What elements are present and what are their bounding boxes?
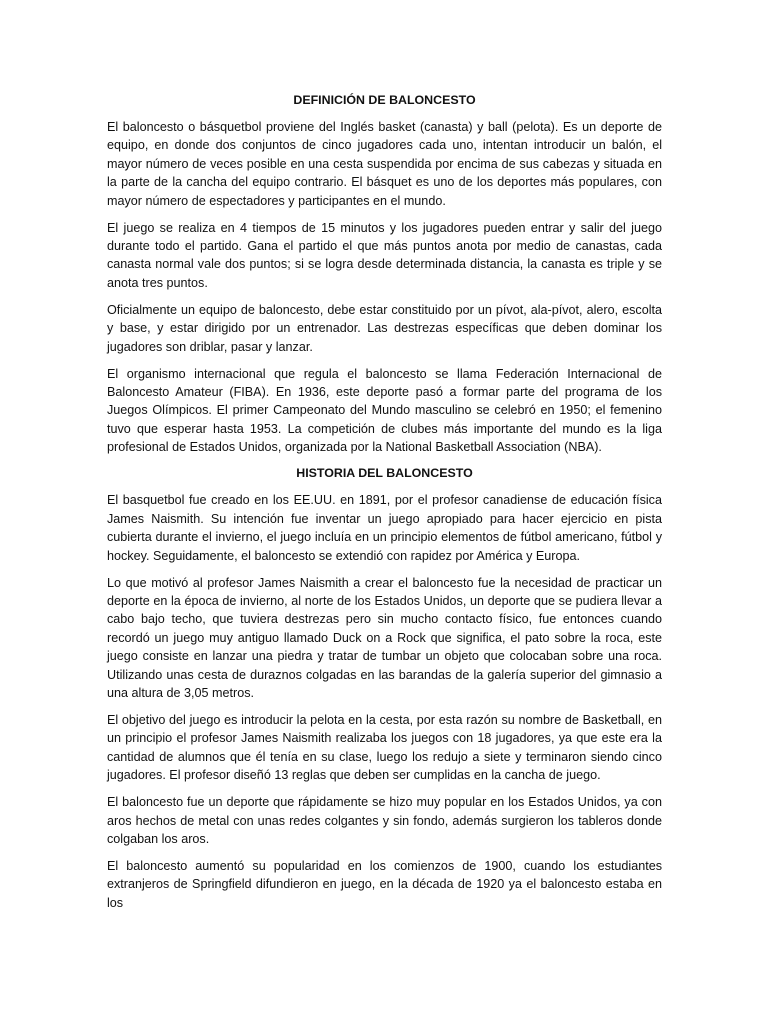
paragraph-definicion-1: El baloncesto o básquetbol proviene del Inglés basket (canasta) y ball (pelota). Es un deporte de equipo, en donde dos conjuntos de cinco jugadores cada uno, intentan introducir un balón, el mayor número de veces posible en una cesta suspendida por encima de sus cabezas y situada en la parte de la cancha del equipo contrario. El básquet es uno de los deportes más populares, con mayor número de espectadores y participantes en el mundo.: [107, 120, 662, 208]
paragraph-definicion-4: El organismo internacional que regula el baloncesto se llama Federación Internacional de Baloncesto Amateur (FIBA). En 1936, este deporte pasó a formar parte del programa de los Juegos Olímpicos. El primer Campeonato del Mundo masculino se celebró en 1950; el femenino tuvo que esperar hasta 1953. La competición de clubes más importante del mundo es la liga profesional de Estados Unidos, organizada por la National Basketball Association (NBA).: [107, 366, 662, 455]
paragraph-historia-5: El baloncesto aumentó su popularidad en los comienzos de 1900, cuando los estudiantes extranjeros de Springfield difundieron en juego, en la década de 1920 ya el baloncesto estaba en los: [107, 858, 662, 910]
paragraph-definicion-2: El juego se realiza en 4 tiempos de 15 minutos y los jugadores pueden entrar y salir del juego durante todo el partido. Gana el partido el que más puntos anota por medio de canastas, cada canasta normal vale dos puntos; si se logra desde determinada distancia, la canasta es triple y se anota tres puntos.: [107, 220, 662, 290]
title-definicion: DEFINICIÓN DE BALONCESTO: [293, 93, 476, 107]
title-historia: HISTORIA DEL BALONCESTO: [296, 466, 473, 481]
paragraph-definicion-3: Oficialmente un equipo de baloncesto, debe estar constituido por un pívot, ala-pívot, alero, escolta y base, y estar dirigido por un entrenador. Las destrezas específicas que deben dominar los jugadores son driblar, pasar y lanzar.: [107, 302, 662, 354]
paragraph-historia-1: El basquetbol fue creado en los EE.UU. en 1891, por el profesor canadiense de educación física James Naismith. Su intención fue inventar un juego apropiado para hacer ejercicio en pista cubierta durante el invierno, el juego incluía en un principio elementos de fútbol americano, fútbol y hockey. Seguidamente, el baloncesto se extendió con rapidez por América y Europa.: [107, 493, 662, 563]
paragraph-historia-3: El objetivo del juego es introducir la pelota en la cesta, por esta razón su nombre de Basketball, en un principio el profesor James Naismith realizaba los juegos con 18 jugadores, ya que este era la cantidad de alumnos que él tenía en su clase, luego los redujo a siete y terminaron siendo cinco jugadores. El profesor diseñó 13 reglas que deben ser cumplidas en la cancha de juego.: [107, 712, 662, 783]
paragraph-historia-4: El baloncesto fue un deporte que rápidamente se hizo muy popular en los Estados Unidos, ya con aros hechos de metal con unas redes colgantes y sin fondo, además surgieron los tableros donde colgaban los aros.: [107, 795, 662, 846]
paragraph-historia-2: Lo que motivó al profesor James Naismith a crear el baloncesto fue la necesidad de practicar un deporte en la época de invierno, al norte de los Estados Unidos, un deporte que se pudiera llevar a cabo bajo techo, que tuviera destrezas pero sin mucho contacto físico, fue entonces cuando recordó un juego muy antiguo llamado Duck on a Rock que significa, el pato sobre la roca, este juego consiste en lanzar una piedra y tratar de tumbar un objeto que colocaban sobre una roca. Utilizando unas cesta de duraznos colgadas en las barandas de la galería superior del gimnasio a una altura de 3,05 metros.: [107, 575, 662, 700]
